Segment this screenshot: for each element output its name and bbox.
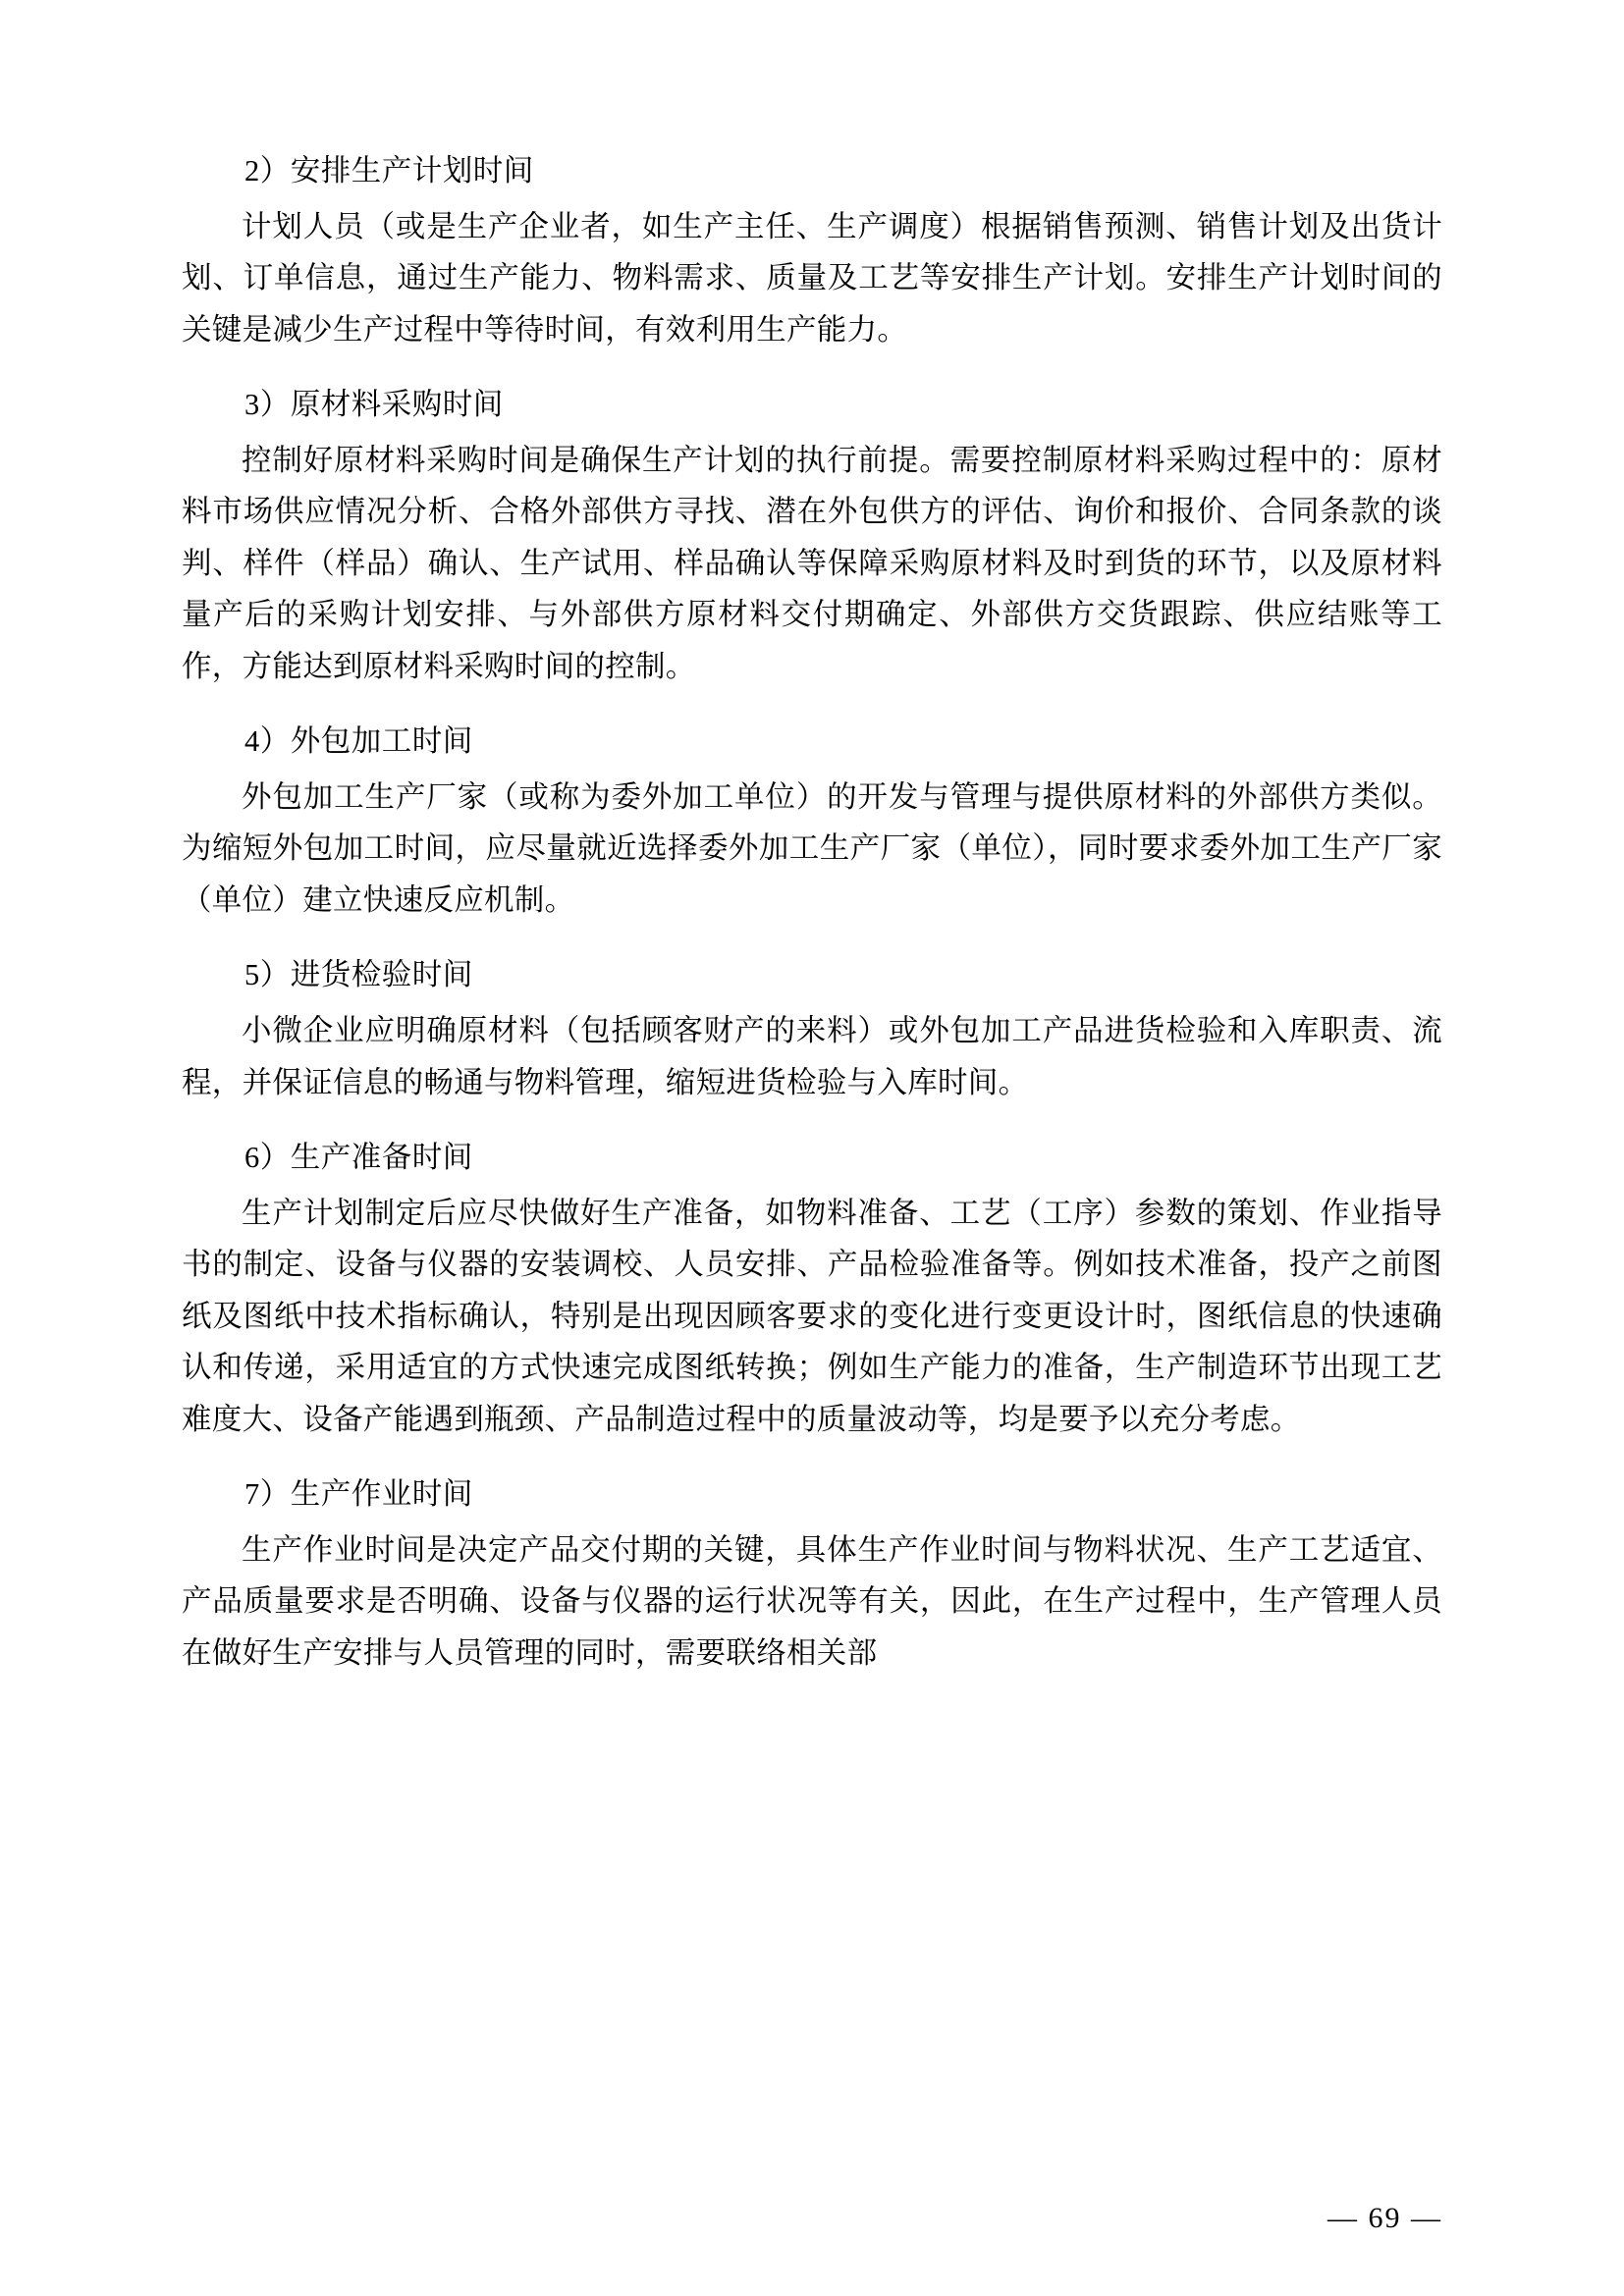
section-heading-6: 6）生产准备时间 <box>244 1141 473 1175</box>
section-heading-5: 5）进货检验时间 <box>244 958 473 992</box>
section-heading-7: 7）生产作业时间 <box>244 1477 473 1512</box>
section-paragraph-5: 小微企业应明确原材料（包括顾客财产的来料）或外包加工产品进货检验和入库职责、流程，并保证信息的畅通与物料管理，缩短进货检验与入库时间。 <box>182 1014 1442 1099</box>
section-paragraph-4: 外包加工生产厂家（或称为委外加工单位）的开发与管理与提供原材料的外部供方类似。为缩短外包加工时间，应尽量就近选择委外加工生产厂家（单位），同时要求委外加工生产厂家（单位）建立快速反应机制。 <box>182 780 1442 917</box>
section-paragraph-3: 控制好原材料采购时间是确保生产计划的执行前提。需要控制原材料采购过程中的：原材料市场供应情况分析、合格外部供方寻找、潜在外包供方的评估、询价和报价、合同条款的谈判、样件（样品）确认、生产试用、样品确认等保障采购原材料及时到货的环节，以及原材料量产后的采购计划安排、与外部供方原材料交付期确定、外部供方交货跟踪、供应结账等工作，方能达到原材料采购时间的控制。 <box>182 443 1442 683</box>
section-paragraph-2: 计划人员（或是生产企业者，如生产主任、生产调度）根据销售预测、销售计划及出货计划、订单信息，通过生产能力、物料需求、质量及工艺等安排生产计划。安排生产计划时间的关键是减少生产过程中等待时间，有效利用生产能力。 <box>182 209 1442 347</box>
section-heading-4: 4）外包加工时间 <box>244 724 473 759</box>
section-heading-3: 3）原材料采购时间 <box>244 388 504 422</box>
section-paragraph-6: 生产计划制定后应尽快做好生产准备，如物料准备、工艺（工序）参数的策划、作业指导书的制定、设备与仪器的安装调校、人员安排、产品检验准备等。例如技术准备，投产之前图纸及图纸中技术指标确认，特别是出现因顾客要求的变化进行变更设计时，图纸信息的快速确认和传递，采用适宜的方式快速完成图纸转换；例如生产能力的准备，生产制造环节出现工艺难度大、设备产能遇到瓶颈、产品制造过程中的质量波动等，均是要予以充分考虑。 <box>182 1196 1442 1436</box>
page-number: — 69 — <box>1327 2202 1442 2234</box>
section-heading-2: 2）安排生产计划时间 <box>244 154 534 187</box>
document-body <box>182 147 1442 1679</box>
section-paragraph-7: 生产作业时间是决定产品交付期的关键，具体生产作业时间与物料状况、生产工艺适宜、产品质量要求是否明确、设备与仪器的运行状况等有关，因此，在生产过程中，生产管理人员在做好生产安排与人员管理的同时，需要联络相关部 <box>182 1532 1442 1670</box>
